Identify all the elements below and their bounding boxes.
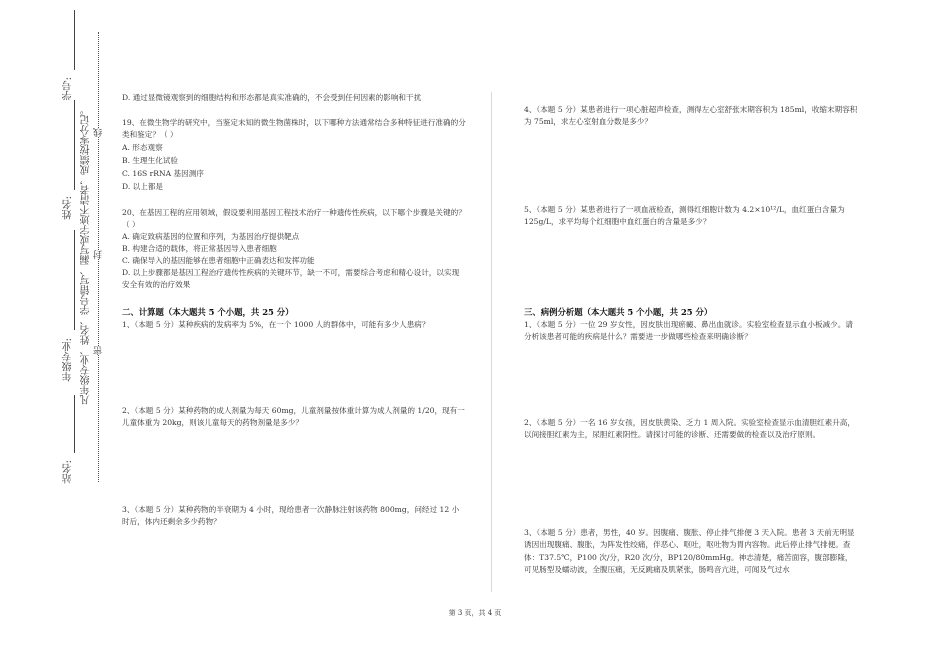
q20-option-b: B. 构建合适的载体，将正常基因导入患者细胞 bbox=[122, 244, 277, 253]
binding-warning: 凡年级专业、姓名、学号错写、漏写或字迹不清者，成绩按零分记。 bbox=[81, 105, 92, 405]
case-question-3: 3、（本题 5 分）患者，男性，40 岁。因腹痛、腹胀、停止排气排便 3 天入院。患者 3 天前无明显诱因出现腹痛、腹胀，为阵发性绞痛，伴恶心、呕吐，呕吐物为胃内容物。此后停止排气排便。查体：T37.5℃，P100 次/分，R20 次/分，BP120/80mmHg。神志清楚，痛苦面容，腹部膨隆，可见肠型及蠕动波，全腹压痛，无反跳痛及肌紧张，肠鸣音亢进，可闻及气过水 bbox=[524, 528, 855, 575]
q19-option-c: C. 16S rRNA 基因测序 bbox=[122, 169, 204, 178]
grade-major-label: 年级专业: bbox=[63, 338, 74, 382]
section2-title: 二、计算题（本大题共 5 个小题，共 25 分） bbox=[122, 307, 294, 317]
calc-question-5: 5、（本题 5 分）某患者进行了一项血液检查，测得红细胞计数为 4.2×10¹²/L，血红蛋白含量为 125g/L，求平均每个红细胞中血红蛋白的含量是多少？ bbox=[524, 205, 845, 227]
section3-title: 三、病例分析题（本大题共 5 个小题，共 25 分） bbox=[524, 307, 713, 317]
q20-option-a: A. 确定致病基因的位置和序列，为基因治疗提供靶点 bbox=[122, 232, 300, 241]
name-label: 姓名: bbox=[63, 196, 74, 220]
q20-option-d: D. 以上步骤都是基因工程治疗遗传性疾病的关键环节，缺一不可，需要综合考虑和精心设计，以实现安全有效的治疗效果 bbox=[122, 268, 460, 290]
seal-word-xian: 线 bbox=[94, 128, 104, 137]
school-label: 站名: bbox=[63, 460, 74, 484]
school-line bbox=[74, 395, 75, 453]
q19-option-b: B. 生理生化试验 bbox=[122, 156, 178, 165]
seal-word-feng: 封 bbox=[94, 250, 104, 259]
student-id-label: 学号: bbox=[63, 77, 74, 101]
calc-question-1: 1、（本题 5 分）某种疾病的发病率为 5%，在一个 1000 人的群体中，可能有多少人患病？ bbox=[122, 320, 430, 329]
calc-question-3: 3、（本题 5 分）某种药物的半衰期为 4 小时，现给患者一次静脉注射该药物 800mg，问经过 12 小时后，体内还剩余多少药物？ bbox=[122, 505, 460, 527]
case-question-2: 2、（本题 5 分）一名 16 岁女孩，因皮肤黄染、乏力 1 周入院。实验室检查显示血清胆红素升高，以间接胆红素为主，尿胆红素阴性。请探讨可能的诊断、还需要做的检查以及治疗原则。 bbox=[524, 418, 855, 440]
column-divider bbox=[491, 92, 492, 592]
calc-question-4: 4、（本题 5 分）某患者进行一项心脏超声检查，测得左心室舒张末期容积为 185ml，收缩末期容积为 75ml，求左心室射血分数是多少？ bbox=[524, 105, 858, 127]
q19-option-d: D. 以上都是 bbox=[122, 182, 164, 191]
name-line bbox=[74, 100, 75, 190]
q19-stem: 19、在微生物学的研究中，当鉴定未知的微生物菌株时，以下哪种方法通常结合多种特征进行准确的分类和鉴定？（ ） bbox=[122, 118, 466, 140]
grade-major-line bbox=[74, 230, 75, 330]
page-footer: 第 3 页，共 4 页 bbox=[448, 609, 502, 617]
q19-option-a: A. 形态观察 bbox=[122, 143, 163, 152]
student-id-line bbox=[74, 10, 75, 70]
q20-option-c: C. 确保导入的基因能够在患者细胞中正确表达和发挥功能 bbox=[122, 256, 315, 265]
case-question-1: 1、（本题 5 分）一位 29 岁女性，因皮肤出现瘀癜、鼻出血就诊。实验室检查显示血小板减少。请分析该患者可能的疾病是什么？需要进一步做哪些检查来明确诊断？ bbox=[524, 320, 853, 342]
q20-stem: 20、在基因工程的应用领域，假设要利用基因工程技术治疗一种遗传性疾病，以下哪个步骤是关键的？（ ） bbox=[122, 208, 466, 230]
calc-question-2: 2、（本题 5 分）某种药物的成人剂量为每天 60mg，儿童剂量按体重计算为成人剂量的 1/20，现有一儿童体重为 20kg，则该儿童每天的药物剂量是多少？ bbox=[122, 406, 465, 428]
q18-option-d: D. 通过显微镜观察到的细胞结构和形态都是真实准确的，不会受到任何因素的影响和干扰 bbox=[122, 93, 422, 102]
seal-word-mi: 密 bbox=[94, 346, 104, 355]
binding-margin bbox=[0, 0, 118, 672]
